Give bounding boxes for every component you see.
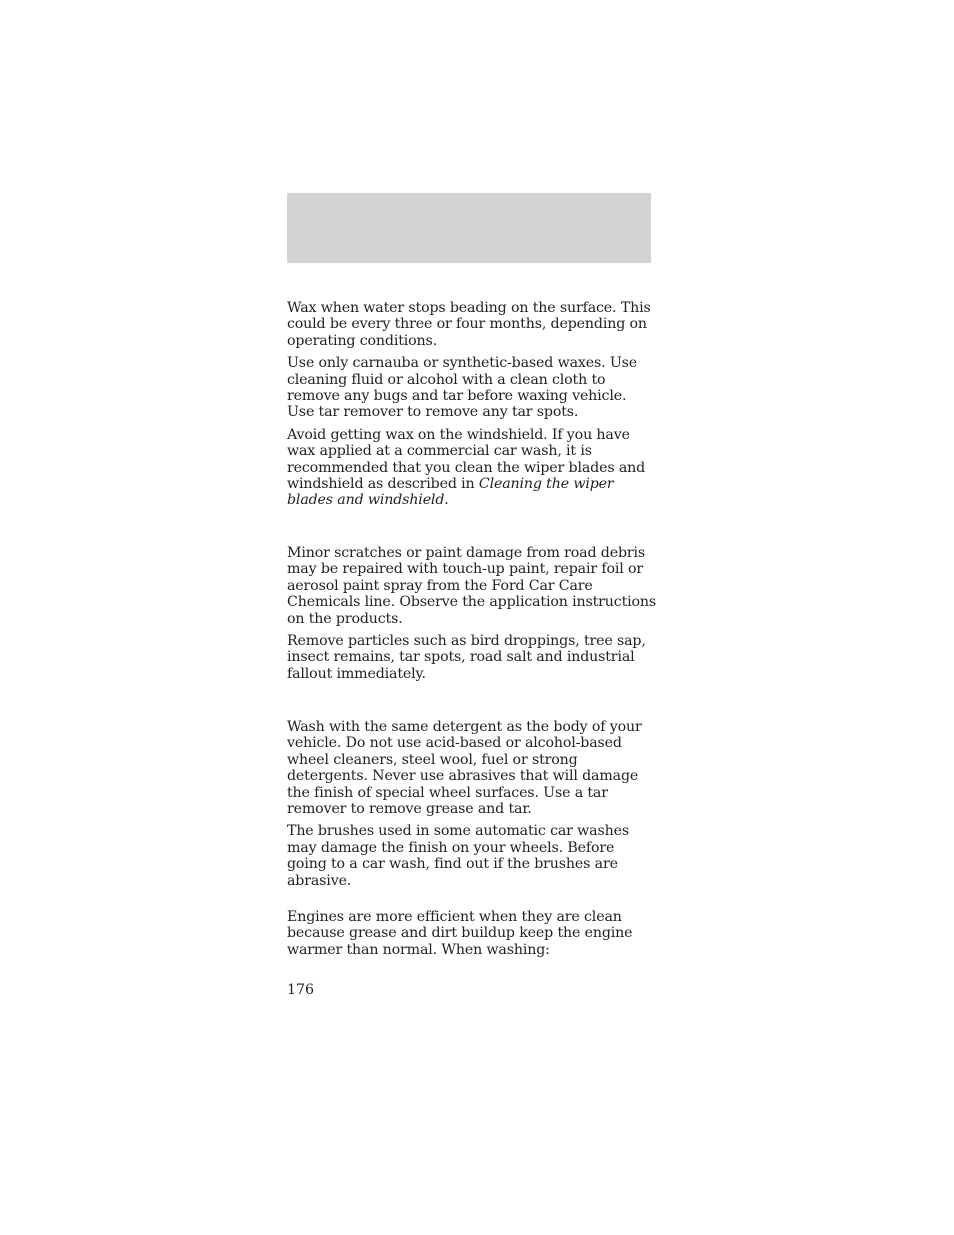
paragraph-end: . <box>444 492 449 509</box>
paragraph: Wax when water stops beading on the surface. This could be every three or four months, depending on operating conditions. <box>287 300 651 349</box>
paragraph: The brushes used in some automatic car washes may damage the finish on your wheels. Before going to a car wash, find out if the brushes are abrasive. <box>287 823 629 889</box>
engine-section <box>287 909 657 964</box>
paragraph-text: Avoid getting wax on the windshield. If you have wax applied at a commercial car wash, it is recommended that you clean the wiper blades and windshield as described in <box>287 426 646 493</box>
paragraph: Minor scratches or paint damage from road debris may be repaired with touch-up paint, repair foil or aerosol paint spray from the Ford Car Care Chemicals line. Observe the application instructions on the products. <box>287 545 657 627</box>
paragraph: Wash with the same detergent as the body of your vehicle. Do not use acid-based or alcohol-based wheel cleaners, steel wool, fuel or strong detergents. Never use abrasives that will damage the finish of special wheel surfaces. Use a tar remover to remove grease and tar. <box>287 719 642 818</box>
paragraph: Engines are more efficient when they are clean because grease and dirt buildup keep the engine warmer than normal. When washing: <box>287 909 633 958</box>
paragraph <box>287 427 657 509</box>
section-header-bar <box>287 193 651 263</box>
waxing-section <box>287 300 657 515</box>
paint-damage-section <box>287 545 657 688</box>
paragraph: Remove particles such as bird droppings, tree sap, insect remains, tar spots, road salt and industrial fallout immediately. <box>287 633 646 682</box>
page-number: 176 <box>287 982 315 998</box>
wheels-section <box>287 719 657 895</box>
cross-reference: Cleaning the wiper blades and windshield <box>287 476 614 509</box>
paragraph: Use only carnauba or synthetic-based waxes. Use cleaning fluid or alcohol with a clean cloth to remove any bugs and tar before waxing vehicle. Use tar remover to remove any tar spots. <box>287 355 638 421</box>
